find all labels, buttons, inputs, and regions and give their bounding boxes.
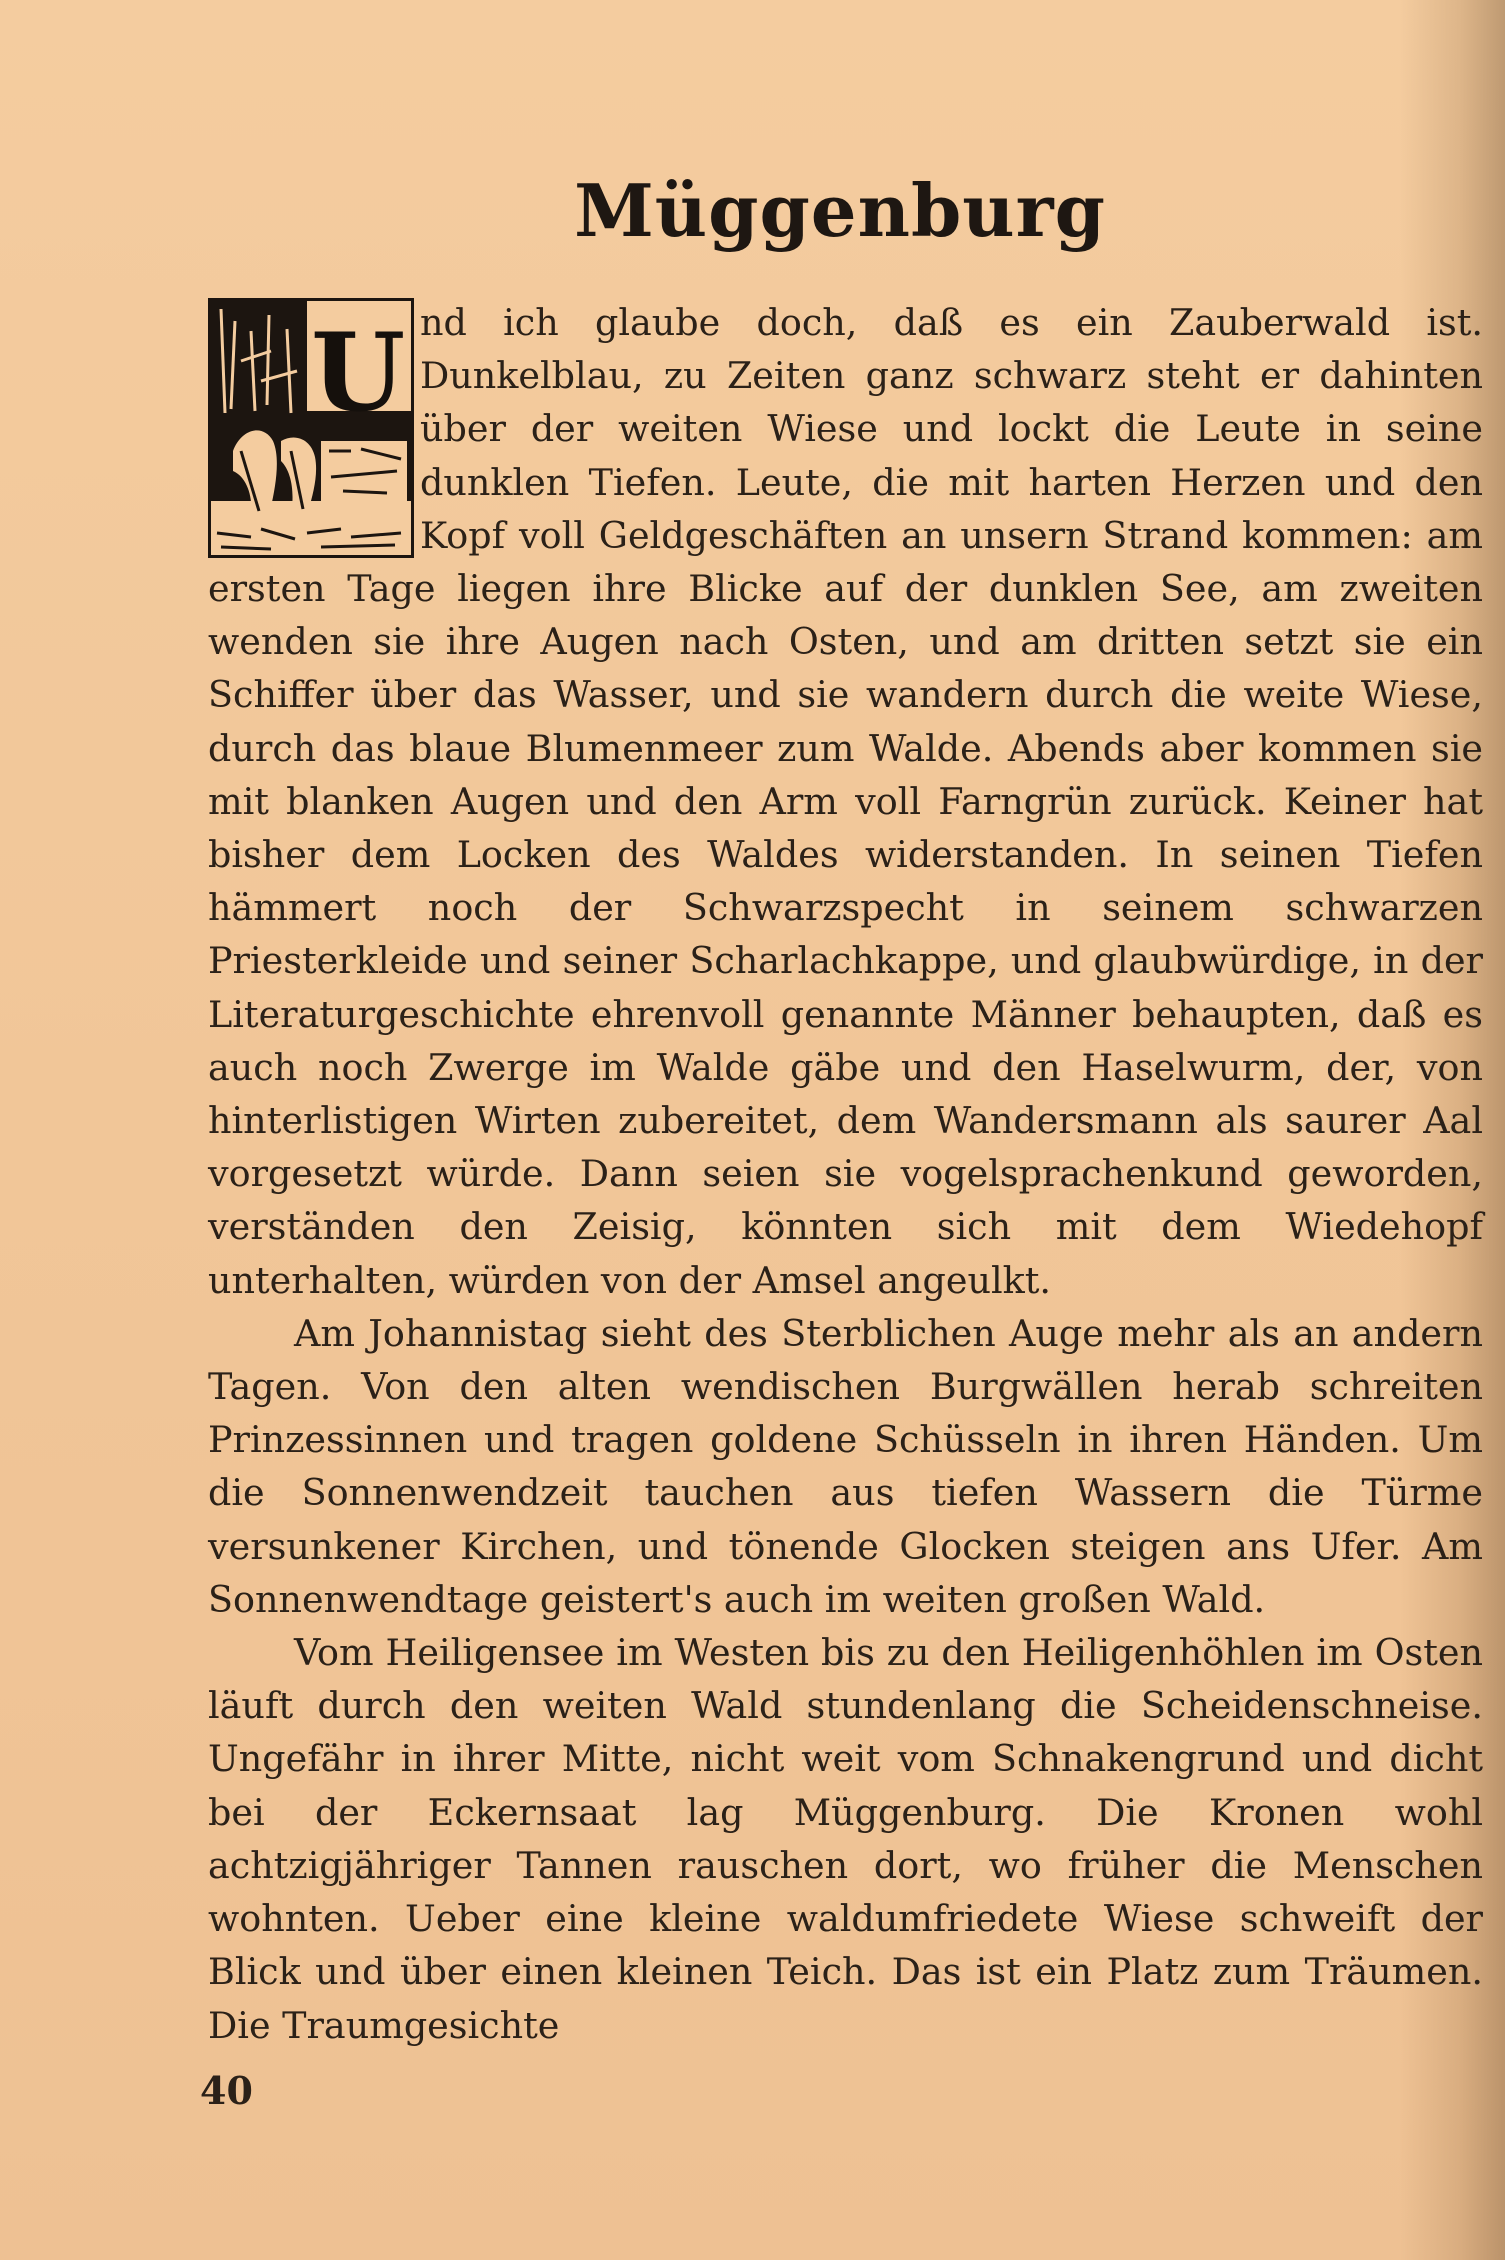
body-text — [208, 296, 1483, 2052]
page-number: 40 — [200, 2068, 253, 2113]
chapter-title: Müggenburg — [574, 168, 1106, 253]
initial-spacer — [208, 296, 420, 558]
drop-cap-letter: U — [311, 310, 406, 436]
paragraph-3: Vom Heiligensee im Westen bis zu den Heiligenhöhlen im Osten läuft durch den weiten Wald stundenlang die Scheidenschneise. Ungefähr in ihrer Mitte, nicht weit vom Schnakengrund und dicht bei der Eckernsaat lag Müggenburg. Die Kronen wohl achtzigjähriger Tannen rauschen dort, wo früher die Menschen wohnten. Ueber eine kleine waldumfriedete Wiese schweift der Blick und über einen kleinen Teich. Das ist ein Platz zum Träumen. Die Traumgesichte — [208, 1631, 1483, 2047]
paragraph-2: Am Johannistag sieht des Sterblichen Auge mehr als an andern Tagen. Von den alten wendischen Burgwällen herab schreiten Prinzessinnen und tragen goldene Schüsseln in ihren Händen. Um die Sonnenwendzeit tauchen aus tiefen Wassern die Türme versunkener Kirchen, und tönende Glocken steigen ans Ufer. Am Sonnenwendtage geistert's auch im weiten großen Wald. — [208, 1311, 1483, 1621]
paragraph-1: nd ich glaube doch, daß es ein Zauberwald ist. Dunkelblau, zu Zeiten ganz schwarz steht er dahinten über der weiten Wiese und lockt die Leute in seine dunklen Tiefen. Leute, die mit harten Herzen und den Kopf voll Geldgeschäften an unsern Strand kommen: am ersten Tage liegen ihre Blicke auf der dunklen See, am zweiten wenden sie ihre Augen nach Osten, und am dritten setzt sie ein Schiffer über das Wasser, und sie wandern durch die weite Wiese, durch das blaue Blumenmeer zum Walde. Abends aber kommen sie mit blanken Augen und den Arm voll Farngrün zurück. Keiner hat bisher dem Locken des Waldes widerstanden. In seinen Tiefen hämmert noch der Schwarzspecht in seinem schwarzen Priesterkleide und seiner Scharlachkappe, und glaubwürdige, in der Literaturgeschichte ehrenvoll genannte Männer behaupten, daß es auch noch Zwerge im Walde gäbe und den Haselwurm, der, von hinterlistigen Wirten zubereitet, dem Wandersmann als saurer Aal vorgesetzt würde. Dann seien sie vogelsprachenkund geworden, verständen den Zeisig, könnten sich mit dem Wiedehopf unterhalten, würden von der Amsel angeulkt. — [208, 301, 1483, 1302]
